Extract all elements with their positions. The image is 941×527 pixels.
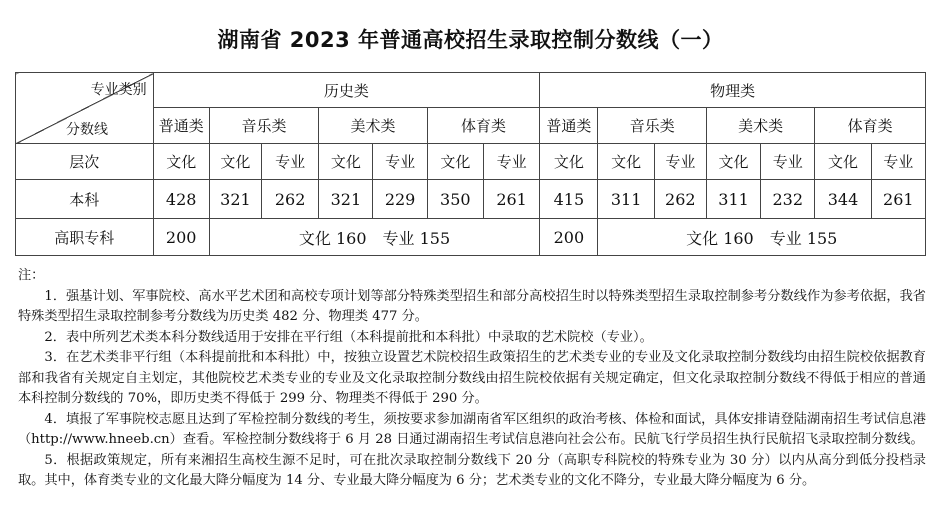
corner-category-label: 专业类别	[90, 82, 147, 98]
score-cell: 350	[427, 180, 483, 219]
table-header-row	[16, 73, 926, 108]
note-item: 4．填报了军事院校志愿且达到了军检控制分数线的考生，须按要求参加湖南省军区组织的政治考核、体检和面试，具体安排请登陆湖南招生考试信息港（http://www.hneeb.cn）查看。军检控制分数线将于 6 月 28 日通过湖南招生考试信息港向社会公布。民航飞行学员招生执行民航招飞录取控制分数线。	[18, 411, 926, 447]
kind-header: 文化	[706, 144, 760, 180]
table-row-vocational	[16, 219, 926, 256]
level-label: 层次	[16, 144, 154, 180]
score-cell: 428	[153, 180, 209, 219]
score-cell: 200	[153, 219, 209, 256]
kind-header: 专业	[483, 144, 539, 180]
kind-header: 文化	[153, 144, 209, 180]
sub-header: 体育类	[427, 108, 540, 144]
score-cell: 262	[654, 180, 706, 219]
row-label: 本科	[16, 180, 154, 219]
kind-header: 文化	[427, 144, 483, 180]
note-item: 2．表中所列艺术类本科分数线适用于安排在平行组（本科提前批和本科批）中录取的艺术院校（专业）。	[44, 329, 653, 345]
score-cell: 262	[262, 180, 319, 219]
group-header-history: 历史类	[153, 73, 540, 108]
score-cell: 200	[540, 219, 598, 256]
score-cell: 229	[373, 180, 427, 219]
kind-header: 文化	[815, 144, 871, 180]
kind-header: 专业	[761, 144, 815, 180]
sub-header: 普通类	[540, 108, 598, 144]
sub-header: 音乐类	[209, 108, 318, 144]
note-item: 5．根据政策规定，所有来湘招生高校生源不足时，可在批次录取控制分数线下 20 分（高职专科院校的特殊专业为 30 分）以内从高分到低分投档录取。其中，体育类专业的文化最大降分幅度为 14 分、专业最大降分幅度为 6 分；艺术类专业的文化不降分，专业最大降分幅度为 6 分。	[18, 452, 926, 488]
table-kind-row	[16, 144, 926, 180]
notes-label: 注：	[18, 268, 45, 283]
kind-header: 文化	[319, 144, 373, 180]
sub-header: 美术类	[706, 108, 814, 144]
score-table	[15, 72, 926, 256]
sub-header: 音乐类	[598, 108, 706, 144]
score-cell: 321	[209, 180, 261, 219]
kind-header: 专业	[373, 144, 427, 180]
score-cell: 311	[706, 180, 760, 219]
score-cell-merged: 文化 160 专业 155	[209, 219, 539, 256]
kind-header: 专业	[871, 144, 925, 180]
note-item: 1．强基计划、军事院校、高水平艺术团和高校专项计划等部分特殊类型招生和部分高校招生时以特殊类型招生录取控制参考分数线作为参考依据，我省特殊类型招生录取控制参考分数线为历史类 482 分、物理类 477 分。	[18, 288, 926, 324]
table-row-undergrad	[16, 180, 926, 219]
kind-header: 专业	[262, 144, 319, 180]
score-cell: 415	[540, 180, 598, 219]
score-cell: 232	[761, 180, 815, 219]
notes-section	[18, 266, 926, 492]
score-cell: 261	[871, 180, 925, 219]
corner-cell	[16, 73, 154, 144]
sub-header: 美术类	[319, 108, 427, 144]
sub-header: 体育类	[815, 108, 926, 144]
score-cell: 261	[483, 180, 539, 219]
row-label: 高职专科	[16, 219, 154, 256]
kind-header: 文化	[540, 144, 598, 180]
score-cell: 321	[319, 180, 373, 219]
corner-score-label: 分数线	[66, 122, 108, 138]
score-cell: 344	[815, 180, 871, 219]
group-header-physics: 物理类	[540, 73, 926, 108]
score-cell: 311	[598, 180, 654, 219]
note-item: 3．在艺术类非平行组（本科提前批和本科批）中，按独立设置艺术院校招生政策招生的艺术类专业的专业及文化录取控制分数线均由招生院校依据教育部和我省有关规定自主划定，其他院校艺术类专业的专业及文化录取控制分数线由招生院校依据有关规定确定，但文化录取控制分数线不得低于相应的普通本科控制分数线的 70%，即历史类不得低于 299 分、物理类不得低于 290 分。	[18, 350, 926, 406]
score-cell-merged: 文化 160 专业 155	[598, 219, 926, 256]
page-title: 湖南省 2023 年普通高校招生录取控制分数线（一）	[217, 28, 724, 52]
sub-header: 普通类	[153, 108, 209, 144]
kind-header: 专业	[654, 144, 706, 180]
kind-header: 文化	[598, 144, 654, 180]
kind-header: 文化	[209, 144, 261, 180]
